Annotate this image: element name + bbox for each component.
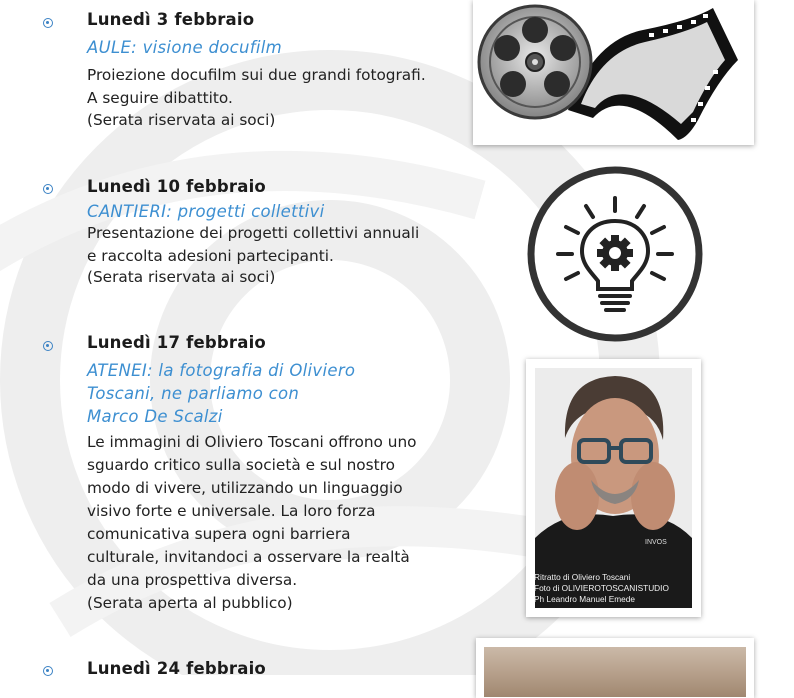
event-description: Proiezione docufilm sui due grandi fotografi. A seguire dibattito.	[87, 66, 426, 107]
event-date: Lunedì 3 febbraio	[87, 10, 255, 29]
landscape-photo	[476, 638, 754, 698]
lightbulb-gear-icon	[526, 165, 704, 343]
event-date: Lunedì 17 febbraio	[87, 333, 266, 352]
event-subtitle: AULE: visione docufilm	[87, 38, 283, 57]
film-reel-icon	[473, 0, 754, 145]
event-date: Lunedì 24 febbraio	[87, 659, 266, 678]
portrait-photo	[526, 359, 701, 617]
event-note: (Serata riservata ai soci)	[87, 268, 276, 286]
bullet-icon	[43, 184, 53, 194]
bullet-icon	[43, 341, 53, 351]
photo-caption: Ritratto di Oliviero Toscani Foto di OLIVIEROTOSCANISTUDIO Ph Leandro Manuel Emede	[534, 572, 669, 604]
shirt-text: INVOS	[645, 539, 667, 546]
event-date: Lunedì 10 febbraio	[87, 177, 266, 196]
event-subtitle: ATENEI: la fotografia di Oliviero Toscani, ne parliamo con Marco De Scalzi	[87, 361, 356, 426]
event-description: Presentazione dei progetti collettivi annuali e raccolta adesioni partecipanti.	[87, 224, 420, 265]
film-reel-image	[473, 0, 754, 145]
event-note: (Serata aperta al pubblico)	[87, 594, 293, 612]
bullet-icon	[43, 18, 53, 28]
event-description: Le immagini di Oliviero Toscani offrono uno sguardo critico sulla società e sul nostro modo di vivere, utilizzando un linguaggio visivo forte e universale. La loro forza comunicativa supera ogni barriera culturale, invitandoci a osservare la realtà da una prospettiva diversa.	[87, 433, 417, 589]
event-note: (Serata riservata ai soci)	[87, 111, 276, 129]
event-subtitle: CANTIERI: progetti collettivi	[87, 202, 325, 221]
